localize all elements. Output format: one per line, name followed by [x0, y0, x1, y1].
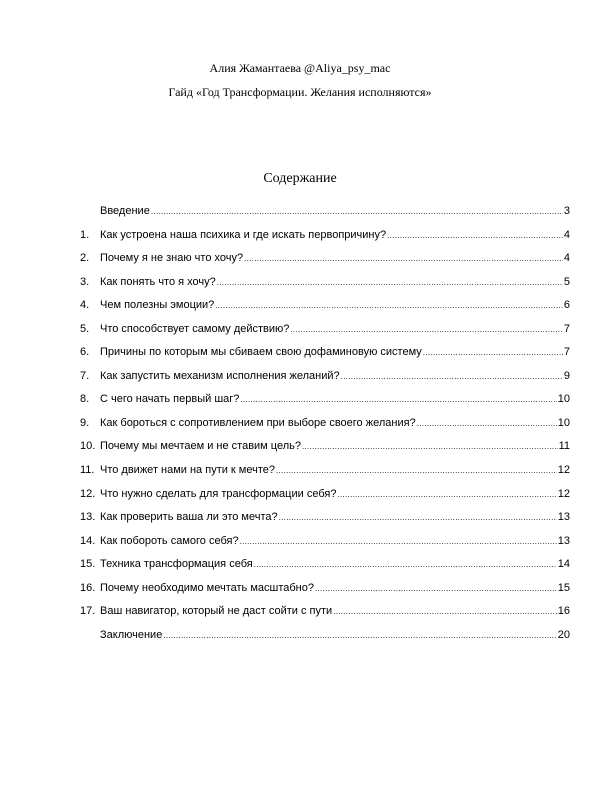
toc-entry-number: 17. [80, 605, 96, 618]
toc-entry-number: 4. [80, 299, 90, 312]
toc-entry-page-number: 4 [563, 228, 570, 241]
toc-dot-leader [240, 534, 557, 550]
toc-entry[interactable] [80, 486, 570, 510]
toc-dot-leader [279, 510, 557, 526]
toc-entry-page-number: 20 [557, 628, 570, 641]
toc-entry-page-number: 16 [557, 605, 570, 618]
toc-entry-page-number: 12 [557, 487, 570, 500]
toc-entry-number: 1. [80, 228, 90, 241]
toc-entry-title: Что нужно сделать для трансформации себя? [100, 487, 337, 500]
toc-dot-leader [417, 416, 557, 432]
toc-entry-page-number: 10 [557, 393, 570, 406]
toc-entry-number: 13. [80, 511, 96, 524]
toc-dot-leader [254, 557, 557, 573]
toc-dot-leader [151, 204, 563, 220]
toc-entry-title: Как устроена наша психика и где искать первопричину? [100, 228, 387, 241]
toc-dot-leader [315, 581, 557, 597]
table-of-contents [80, 203, 570, 650]
toc-entry[interactable] [80, 321, 570, 345]
toc-entry-title: Как проверить ваша ли это мечта? [100, 511, 278, 524]
toc-entry-title: Ваш навигатор, который не даст сойти с пути [100, 605, 333, 618]
toc-entry-page-number: 13 [557, 534, 570, 547]
toc-entry[interactable] [80, 438, 570, 462]
toc-entry-page-number: 4 [563, 252, 570, 265]
toc-entry[interactable] [80, 368, 570, 392]
toc-entry-number: 16. [80, 581, 96, 594]
toc-dot-leader [217, 275, 563, 291]
toc-dot-leader [215, 298, 563, 314]
toc-entry-title: Что движет нами на пути к мечте? [100, 464, 275, 477]
toc-entry[interactable] [80, 462, 570, 486]
toc-entry-number: 2. [80, 252, 90, 265]
toc-entry-title: С чего начать первый шаг? [100, 393, 240, 406]
toc-dot-leader [244, 251, 563, 267]
toc-dot-leader [387, 228, 563, 244]
toc-entry[interactable] [80, 533, 570, 557]
toc-dot-leader [337, 487, 556, 503]
toc-entry-page-number: 12 [557, 464, 570, 477]
toc-entry-title: Заключение [100, 628, 163, 641]
toc-entry[interactable] [80, 250, 570, 274]
toc-entry-number: 12. [80, 487, 96, 500]
toc-entry[interactable] [80, 227, 570, 251]
toc-entry-number: 14. [80, 534, 96, 547]
toc-entry-number: 8. [80, 393, 90, 406]
toc-entry-number: 11. [80, 464, 95, 477]
toc-entry[interactable] [80, 509, 570, 533]
toc-entry-title: Что способствует самому действию? [100, 322, 290, 335]
toc-dot-leader [423, 345, 563, 361]
toc-entry-page-number: 5 [563, 275, 570, 288]
toc-entry-title: Почему я не знаю что хочу? [100, 252, 244, 265]
toc-entry[interactable] [80, 391, 570, 415]
toc-entry-title: Почему мы мечтаем и не ставим цель? [100, 440, 301, 453]
toc-entry-page-number: 7 [563, 346, 570, 359]
toc-entry[interactable] [80, 344, 570, 368]
toc-dot-leader [302, 439, 558, 455]
toc-entry[interactable] [80, 297, 570, 321]
toc-entry-number: 15. [80, 558, 96, 571]
toc-dot-leader [276, 463, 557, 479]
toc-entry-page-number: 13 [557, 511, 570, 524]
toc-entry-title: Как понять что я хочу? [100, 275, 216, 288]
toc-entry-title: Как запустить механизм исполнения желаний? [100, 369, 340, 382]
toc-entry-page-number: 11 [558, 440, 570, 453]
toc-entry[interactable] [80, 580, 570, 604]
toc-entry-title: Причины по которым мы сбиваем свою дофаминовую систему [100, 346, 422, 359]
toc-entry-title: Введение [100, 205, 150, 217]
toc-entry-page-number: 10 [557, 416, 570, 429]
toc-entry-page-number: 9 [563, 369, 570, 382]
toc-entry-number: 7. [80, 369, 90, 382]
toc-entry-page-number: 15 [557, 581, 570, 594]
toc-dot-leader [163, 628, 556, 644]
toc-entry-title: Чем полезны эмоции? [100, 299, 215, 312]
toc-entry[interactable] [80, 415, 570, 439]
toc-entry-number: 6. [80, 346, 90, 359]
toc-entry-page-number: 14 [557, 558, 570, 571]
toc-entry[interactable] [80, 274, 570, 298]
toc-entry-number: 5. [80, 322, 90, 335]
toc-dot-leader [333, 604, 557, 620]
toc-entry-page-number: 7 [563, 322, 570, 335]
toc-dot-leader [341, 369, 563, 385]
toc-entry[interactable] [80, 203, 570, 227]
toc-entry-title: Техника трансформация себя [100, 558, 253, 571]
toc-entry-title: Как побороть самого себя? [100, 534, 239, 547]
toc-entry-title: Почему необходимо мечтать масштабно? [100, 581, 314, 594]
toc-entry-number: 9. [80, 416, 90, 429]
toc-dot-leader [240, 392, 556, 408]
toc-dot-leader [290, 322, 562, 338]
toc-entry-page-number: 6 [563, 299, 570, 312]
toc-entry[interactable] [80, 627, 570, 651]
toc-entry[interactable] [80, 603, 570, 627]
toc-entry[interactable] [80, 556, 570, 580]
toc-entry-title: Как бороться с сопротивлением при выборе своего желания? [100, 416, 416, 429]
guide-title: Гайд «Год Трансформации. Желания исполняются» [168, 85, 432, 99]
toc-heading: Содержание [263, 171, 337, 186]
toc-entry-number: 10. [80, 440, 96, 453]
author-line: Алия Жамантаева @Aliya_psy_mac [209, 61, 391, 75]
toc-entry-number: 3. [80, 275, 90, 288]
toc-entry-page-number: 3 [563, 205, 570, 217]
